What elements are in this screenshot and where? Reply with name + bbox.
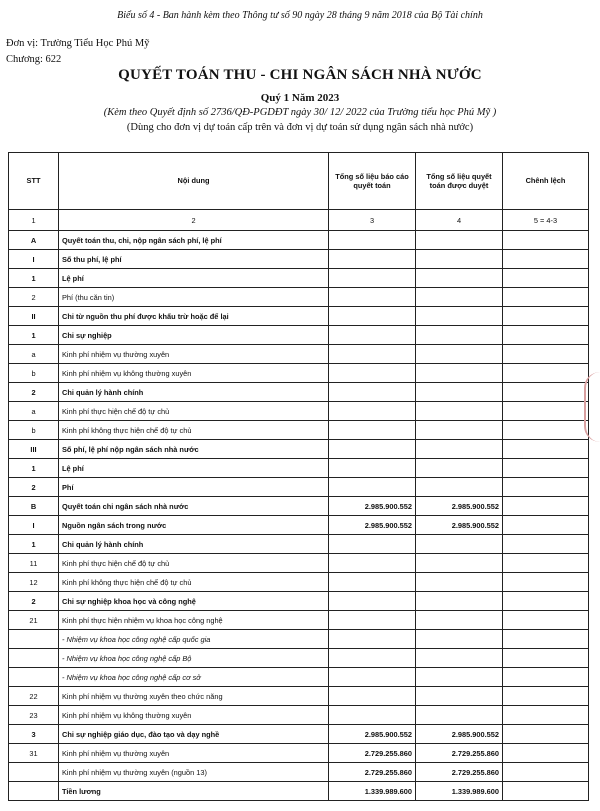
row-reported: 2.985.900.552 <box>329 516 416 535</box>
row-approved <box>416 307 503 326</box>
row-reported <box>329 250 416 269</box>
row-approved <box>416 421 503 440</box>
row-diff <box>503 668 589 687</box>
row-stt: III <box>9 440 59 459</box>
table-row <box>9 706 589 725</box>
row-stt: 1 <box>9 326 59 345</box>
table-row <box>9 668 589 687</box>
row-approved <box>416 326 503 345</box>
row-content: Chi sự nghiệp khoa học và công nghệ <box>59 592 329 611</box>
table-row <box>9 478 589 497</box>
row-stt <box>9 649 59 668</box>
row-approved <box>416 649 503 668</box>
row-approved: 2.729.255.860 <box>416 763 503 782</box>
row-diff <box>503 307 589 326</box>
row-approved: 2.729.255.860 <box>416 744 503 763</box>
chapter-code: Chương: 622 <box>6 54 62 65</box>
header-stt: STT <box>9 153 59 210</box>
row-diff <box>503 288 589 307</box>
row-content: Kinh phí nhiệm vụ thường xuyên <box>59 345 329 364</box>
row-stt: a <box>9 402 59 421</box>
row-content: Chi sự nghiệp giáo dục, đào tạo và dạy nghề <box>59 725 329 744</box>
row-reported <box>329 326 416 345</box>
row-approved <box>416 554 503 573</box>
row-reported <box>329 478 416 497</box>
header-diff: Chênh lệch <box>503 153 589 210</box>
form-note: Biểu số 4 - Ban hành kèm theo Thông tư số 90 ngày 28 tháng 9 năm 2018 của Bộ Tài chính <box>117 10 483 21</box>
row-stt: 12 <box>9 573 59 592</box>
table-row <box>9 231 589 250</box>
row-diff <box>503 326 589 345</box>
row-content: Chi sự nghiệp <box>59 326 329 345</box>
row-content: Phí (thu căn tin) <box>59 288 329 307</box>
row-approved <box>416 478 503 497</box>
row-diff <box>503 554 589 573</box>
row-approved <box>416 440 503 459</box>
row-approved <box>416 250 503 269</box>
row-diff <box>503 592 589 611</box>
row-approved <box>416 288 503 307</box>
row-diff <box>503 478 589 497</box>
row-content: Số thu phí, lệ phí <box>59 250 329 269</box>
row-diff <box>503 383 589 402</box>
table-row <box>9 744 589 763</box>
row-stt: 2 <box>9 592 59 611</box>
row-stt: I <box>9 516 59 535</box>
row-content: Lệ phí <box>59 459 329 478</box>
row-stt <box>9 782 59 801</box>
row-reported: 1.339.989.600 <box>329 782 416 801</box>
row-diff <box>503 763 589 782</box>
row-content: Kinh phí thực hiện chế độ tự chủ <box>59 554 329 573</box>
row-approved <box>416 364 503 383</box>
table-row <box>9 250 589 269</box>
row-stt: b <box>9 364 59 383</box>
row-content: - Nhiệm vụ khoa học công nghệ cấp Bộ <box>59 649 329 668</box>
row-approved <box>416 402 503 421</box>
table-row <box>9 307 589 326</box>
row-content: Kinh phí thực hiện nhiệm vụ khoa học công nghệ <box>59 611 329 630</box>
index-cell: 3 <box>329 210 416 231</box>
row-content: Nguồn ngân sách trong nước <box>59 516 329 535</box>
row-reported <box>329 307 416 326</box>
row-diff <box>503 269 589 288</box>
row-diff <box>503 744 589 763</box>
budget-table <box>8 152 589 801</box>
row-content: Kinh phí không thực hiện chế độ tự chủ <box>59 421 329 440</box>
table-header-row <box>9 153 589 210</box>
row-stt: 22 <box>9 687 59 706</box>
row-diff <box>503 630 589 649</box>
row-reported <box>329 440 416 459</box>
row-approved: 2.985.900.552 <box>416 516 503 535</box>
row-approved <box>416 592 503 611</box>
row-approved <box>416 706 503 725</box>
row-content: Kinh phí không thực hiện chế độ tự chủ <box>59 573 329 592</box>
index-cell: 5 = 4-3 <box>503 210 589 231</box>
row-diff <box>503 421 589 440</box>
row-approved: 1.339.989.600 <box>416 782 503 801</box>
table-row <box>9 288 589 307</box>
row-approved <box>416 630 503 649</box>
row-diff <box>503 649 589 668</box>
decision-reference: (Kèm theo Quyết định số 2736/QĐ-PGDĐT ngày 30/ 12/ 2022 của Trường tiểu học Phú Mỹ ) <box>103 107 497 118</box>
row-diff <box>503 364 589 383</box>
table-row <box>9 459 589 478</box>
table-row <box>9 364 589 383</box>
header-reported: Tổng số liệu báo cáo quyết toán <box>329 153 416 210</box>
row-stt: 31 <box>9 744 59 763</box>
row-reported: 2.729.255.860 <box>329 744 416 763</box>
table-row <box>9 611 589 630</box>
row-diff <box>503 250 589 269</box>
row-diff <box>503 725 589 744</box>
row-content: Kinh phí nhiệm vụ không thường xuyên <box>59 364 329 383</box>
row-diff <box>503 516 589 535</box>
row-stt: 11 <box>9 554 59 573</box>
table-row <box>9 725 589 744</box>
table-row <box>9 497 589 516</box>
row-reported <box>329 383 416 402</box>
table-row <box>9 573 589 592</box>
row-stt: 1 <box>9 459 59 478</box>
row-stt: b <box>9 421 59 440</box>
row-content: - Nhiệm vụ khoa học công nghệ cấp cơ sở <box>59 668 329 687</box>
row-stt: 1 <box>9 535 59 554</box>
index-cell: 1 <box>9 210 59 231</box>
row-content: Kinh phí thực hiện chế độ tự chủ <box>59 402 329 421</box>
row-diff <box>503 687 589 706</box>
row-approved <box>416 459 503 478</box>
header-content: Nội dung <box>59 153 329 210</box>
table-row <box>9 440 589 459</box>
table-row <box>9 402 589 421</box>
row-diff <box>503 459 589 478</box>
row-reported: 2.985.900.552 <box>329 497 416 516</box>
row-stt: 23 <box>9 706 59 725</box>
row-content: Kinh phí nhiệm vụ không thường xuyên <box>59 706 329 725</box>
row-reported <box>329 269 416 288</box>
index-cell: 4 <box>416 210 503 231</box>
row-reported <box>329 573 416 592</box>
row-content: Lệ phí <box>59 269 329 288</box>
row-reported <box>329 459 416 478</box>
row-stt <box>9 668 59 687</box>
row-content: Chi từ nguồn thu phí được khấu trừ hoặc để lại <box>59 307 329 326</box>
row-stt: 2 <box>9 288 59 307</box>
row-approved: 2.985.900.552 <box>416 725 503 744</box>
table-row <box>9 535 589 554</box>
row-stt: 2 <box>9 478 59 497</box>
row-content: Quyết toán thu, chi, nộp ngân sách phí, lệ phí <box>59 231 329 250</box>
row-reported <box>329 630 416 649</box>
row-content: Chi quản lý hành chính <box>59 535 329 554</box>
row-stt <box>9 630 59 649</box>
row-reported <box>329 535 416 554</box>
row-diff <box>503 535 589 554</box>
row-content: Quyết toán chi ngân sách nhà nước <box>59 497 329 516</box>
table-row <box>9 763 589 782</box>
table-row <box>9 592 589 611</box>
table-row <box>9 269 589 288</box>
row-stt: A <box>9 231 59 250</box>
row-reported <box>329 288 416 307</box>
row-approved <box>416 231 503 250</box>
row-stt: 21 <box>9 611 59 630</box>
row-reported <box>329 592 416 611</box>
row-approved <box>416 611 503 630</box>
row-approved <box>416 383 503 402</box>
row-reported <box>329 668 416 687</box>
table-row <box>9 345 589 364</box>
row-diff <box>503 611 589 630</box>
report-period: Quý 1 Năm 2023 <box>260 92 340 104</box>
unit-name: Đơn vị: Trường Tiểu Học Phú Mỹ <box>6 38 150 49</box>
row-diff <box>503 497 589 516</box>
row-content: Kinh phí nhiệm vụ thường xuyên (nguồn 13) <box>59 763 329 782</box>
row-content: Chi quản lý hành chính <box>59 383 329 402</box>
row-reported <box>329 364 416 383</box>
row-reported <box>329 611 416 630</box>
row-stt <box>9 763 59 782</box>
document-title: QUYẾT TOÁN THU - CHI NGÂN SÁCH NHÀ NƯỚC <box>118 67 482 83</box>
usage-note: (Dùng cho đơn vị dự toán cấp trên và đơn vị dự toán sử dụng ngân sách nhà nước) <box>126 122 474 133</box>
table-row <box>9 630 589 649</box>
row-approved <box>416 269 503 288</box>
table-row <box>9 649 589 668</box>
red-seal-edge <box>584 372 600 442</box>
row-approved <box>416 668 503 687</box>
table-row <box>9 554 589 573</box>
table-row <box>9 383 589 402</box>
table-row <box>9 421 589 440</box>
row-reported <box>329 402 416 421</box>
row-approved <box>416 535 503 554</box>
row-approved <box>416 687 503 706</box>
row-stt: B <box>9 497 59 516</box>
row-stt: 3 <box>9 725 59 744</box>
row-diff <box>503 782 589 801</box>
row-approved <box>416 573 503 592</box>
row-reported: 2.985.900.552 <box>329 725 416 744</box>
table-row <box>9 516 589 535</box>
row-reported: 2.729.255.860 <box>329 763 416 782</box>
row-content: - Nhiệm vụ khoa học công nghệ cấp quốc gia <box>59 630 329 649</box>
row-reported <box>329 421 416 440</box>
row-stt: 1 <box>9 269 59 288</box>
row-content: Phí <box>59 478 329 497</box>
row-approved: 2.985.900.552 <box>416 497 503 516</box>
index-cell: 2 <box>59 210 329 231</box>
row-content: Kinh phí nhiệm vụ thường xuyên theo chức năng <box>59 687 329 706</box>
row-approved <box>416 345 503 364</box>
row-diff <box>503 706 589 725</box>
header-approved: Tổng số liệu quyết toán được duyệt <box>416 153 503 210</box>
row-reported <box>329 706 416 725</box>
row-reported <box>329 345 416 364</box>
table-row <box>9 687 589 706</box>
row-stt: I <box>9 250 59 269</box>
row-reported <box>329 554 416 573</box>
row-diff <box>503 345 589 364</box>
row-reported <box>329 649 416 668</box>
row-content: Kinh phí nhiệm vụ thường xuyên <box>59 744 329 763</box>
row-diff <box>503 573 589 592</box>
row-stt: 2 <box>9 383 59 402</box>
row-reported <box>329 687 416 706</box>
row-stt: a <box>9 345 59 364</box>
table-row <box>9 326 589 345</box>
row-diff <box>503 440 589 459</box>
row-content: Tiền lương <box>59 782 329 801</box>
index-row <box>9 210 589 231</box>
row-diff <box>503 231 589 250</box>
row-stt: II <box>9 307 59 326</box>
row-diff <box>503 402 589 421</box>
row-content: Số phí, lệ phí nộp ngân sách nhà nước <box>59 440 329 459</box>
table-row <box>9 782 589 801</box>
row-reported <box>329 231 416 250</box>
